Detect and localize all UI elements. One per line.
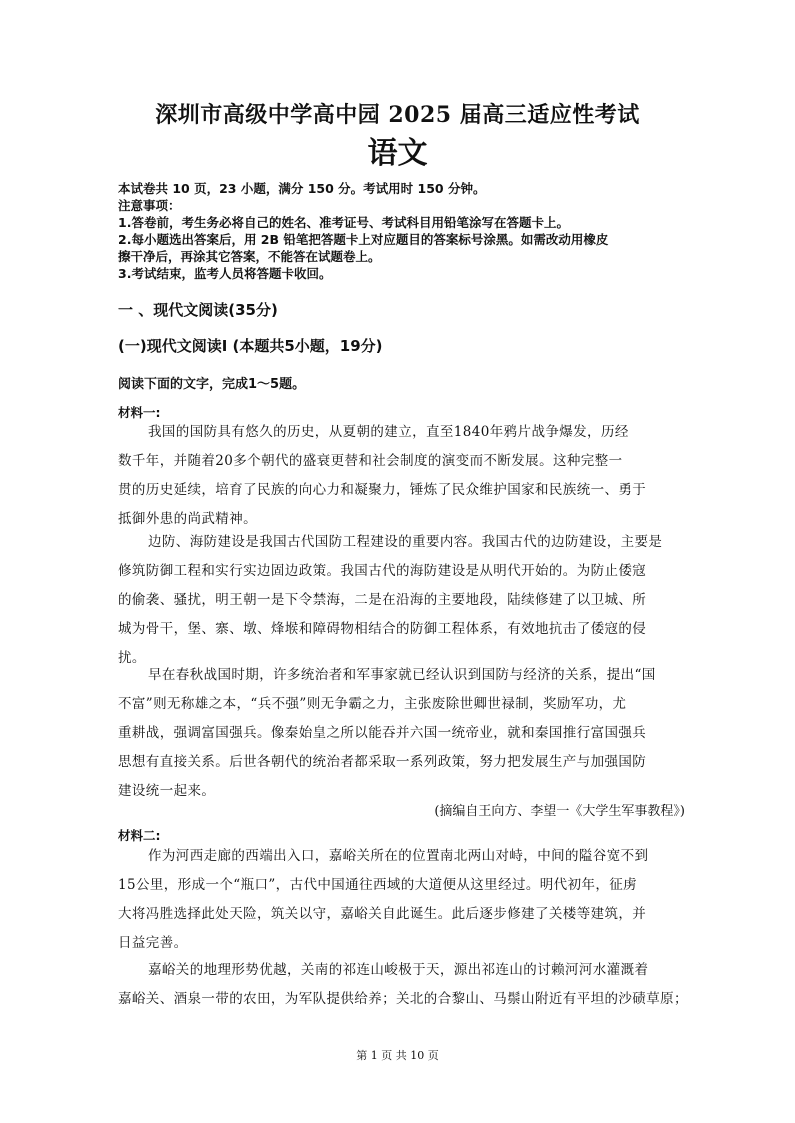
text-line: 早在春秋战国时期，许多统治者和军事家就已经认识到国防与经济的关系，提出“国: [148, 667, 656, 683]
text-line: 的偷袭、骚扰，明王朝一是下令禁海，二是在沿海的主要地段，陆续修建了以卫城、所: [118, 592, 647, 608]
text-line: 城为骨干，堡、寨、墩、烽堠和障碍物相结合的防御工程体系，有效地抗击了倭寇的侵: [118, 621, 647, 637]
text-line: 数千年，并随着20多个朝代的盛衰更替和社会制度的演变而不断发展。这种完整一: [118, 453, 623, 469]
section-subheading: (一)现代文阅读Ⅰ (本题共5小题，19分): [118, 337, 383, 355]
text-line: 日益完善。: [118, 935, 188, 951]
text-line: 15公里，形成一个“瓶口”，古代中国通往西域的大道便从这里经过。明代初年，征虏: [118, 877, 638, 893]
notes-item-2-line-2: 擦干净后，再涂其它答案，不能答在试题卷上。: [118, 249, 381, 264]
material-2-label: 材料二:: [118, 828, 161, 843]
material-2-paragraph-1: [118, 842, 688, 958]
text-line: 嘉峪关的地理形势优越，关南的祁连山峻极于天，源出祁连山的讨赖河河水灌溉着: [148, 962, 649, 978]
text-line: 贯的历史延续，培育了民族的向心力和凝聚力，锤炼了民众维护国家和民族统一、勇于: [118, 482, 647, 498]
text-line: 不富”则无称雄之本，“兵不强”则无争霸之力，主张废除世卿世禄制，奖励军功，尤: [118, 696, 627, 712]
text-line: 建设统一起来。: [118, 783, 216, 799]
text-line: 边防、海防建设是我国古代国防工程建设的重要内容。我国古代的边防建设，主要是: [148, 534, 663, 550]
notes-intro: 本试卷共 10 页，23 小题，满分 150 分。考试用时 150 分钟。: [118, 181, 486, 196]
text-line: 修筑防御工程和实行实边固边政策。我国古代的海防建设是从明代开始的。为防止倭寇: [118, 563, 647, 579]
material-1-paragraph-3: [118, 661, 688, 806]
notes-item-1: 1.答卷前，考生务必将自己的姓名、准考证号、考试科目用铅笔涂写在答题卡上。: [118, 215, 569, 230]
text-line: 嘉峪关、酒泉一带的农田，为军队提供给养；关北的合黎山、马鬃山附近有平坦的沙碛草原；: [118, 991, 688, 1007]
page-footer: 第 1 页 共 10 页: [356, 1049, 439, 1062]
exam-title: 深圳市高级中学高中园 2025 届高三适应性考试: [155, 102, 640, 128]
text-line: 我国的国防具有悠久的历史，从夏朝的建立，直至1840年鸦片战争爆发，历经: [148, 424, 629, 440]
subject-title: 语文: [367, 136, 428, 171]
text-line: 抵御外患的尚武精神。: [118, 511, 257, 527]
exam-notes: [118, 180, 678, 282]
text-line: 作为河西走廊的西端出入口，嘉峪关所在的位置南北两山对峙，中间的隘谷宽不到: [148, 848, 649, 864]
text-line: 大将冯胜选择此处天险，筑关以守，嘉峪关自此诞生。此后逐步修建了关楼等建筑，并: [118, 906, 647, 922]
material-1-label: 材料一:: [118, 405, 161, 420]
material-2-paragraph-2: [118, 956, 688, 1014]
text-line: 重耕战，强调富国强兵。像秦始皇之所以能吞并六国一统帝业，就和秦国推行富国强兵: [118, 725, 647, 741]
reading-instruction: 阅读下面的文字，完成1～5题。: [118, 377, 306, 392]
section-heading: 一 、现代文阅读(35分): [118, 301, 278, 319]
notes-label: 注意事项：: [118, 198, 181, 213]
material-1-paragraph-1: [118, 418, 688, 534]
material-1-source: (摘编自王向方、李望一《大学生军事教程》): [434, 804, 685, 819]
text-line: 扰。: [118, 650, 146, 666]
material-1-paragraph-2: [118, 528, 688, 673]
notes-item-2-line-1: 2.每小题选出答案后，用 2B 铅笔把答题卡上对应题目的答案标号涂黑。如需改动用橡皮: [118, 232, 609, 247]
text-line: 思想有直接关系。后世各朝代的统治者都采取一系列政策，努力把发展生产与加强国防: [118, 754, 647, 770]
notes-item-3: 3.考试结束，监考人员将答题卡收回。: [118, 266, 332, 281]
